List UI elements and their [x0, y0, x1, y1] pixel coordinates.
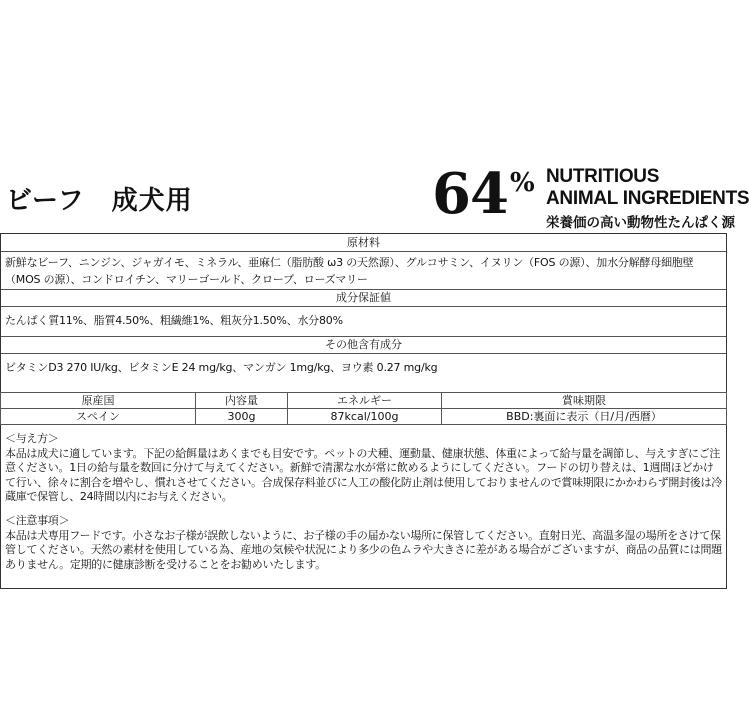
cautions-text: 本品は犬専用フードです。小さなお子様が誤飲しないように、お子様の手の届かない場所に保管してください。直射日光、高温多湿の場所をさけて保管してください。天然の素材を使用している為、産地の気候や状況により多少の色ムラや大きさに差がある場合がございますが、商品の品質には問題ありません。定期的に健康診断を受けることをお勧めいたします。: [5, 528, 722, 571]
specs-value-cell: 300g: [196, 409, 288, 425]
analysis-text: たんぱく質11%、脂質4.50%、粗繊維1%、粗灰分1.50%、水分80%: [5, 314, 343, 327]
cautions-heading: ＜注意事項＞: [5, 514, 70, 527]
claim-percent-sign: %: [510, 168, 535, 198]
feeding-section: [5, 432, 723, 505]
specs-value-row: [1, 409, 727, 425]
specs-value-cell: 87kcal/100g: [288, 409, 442, 425]
ingredients-text: 新鮮なビーフ、ニンジン、ジャガイモ、ミネラル、亜麻仁（脂肪酸 ω3 の天然源）、グルコサミン、イヌリン（FOS の源）、加水分解酵母細胞壁（MOS の源）、コンドロイチン、マリーゴールド、クローブ、ローズマリー: [5, 256, 694, 286]
specs-value-cell: BBD:裏面に表示（日/月/西暦）: [442, 409, 727, 425]
cautions-section: [5, 514, 723, 572]
claim-line-1: NUTRITIOUS: [546, 166, 660, 187]
specs-header-cell: エネルギー: [288, 393, 442, 409]
label-panel: [0, 233, 727, 589]
specs-header-cell: 賞味期限: [442, 393, 727, 409]
other-text: ビタミンD3 270 IU/kg、ビタミンE 24 mg/kg、マンガン 1mg/kg、ヨウ素 0.27 mg/kg: [5, 361, 438, 374]
feeding-text: 本品は成犬に適しています。下記の給餌量はあくまでも目安です。ペットの犬種、運動量、健康状態、体重によって給与量を調節し、与えすぎにご注意ください。1日の給与量を数回に分けて与えてください。新鮮で清潔な水が常に飲めるようにしてください。フードの切り替えは、1週間ほどかけて行い、徐々に割合を増やし、慣れさせてください。合成保存料並びに人工の酸化防止剤は使用しておりませんので賞味期限にかかわらず開封後は冷蔵庫で保管し、24時間以内にお与えください。: [5, 446, 722, 503]
claim-percent: 64: [432, 161, 508, 227]
nutritious-claim: [432, 161, 749, 231]
specs-header-cell: 内容量: [196, 393, 288, 409]
ingredients-heading: 原材料: [1, 234, 726, 252]
analysis-heading: 成分保証値: [1, 289, 726, 307]
other-heading: その他含有成分: [1, 336, 726, 354]
specs-header-row: [1, 393, 727, 409]
product-title: ビーフ 成犬用: [6, 186, 193, 216]
specs-table: [0, 392, 727, 425]
specs-header-cell: 原産国: [1, 393, 196, 409]
specs-value-cell: スペイン: [1, 409, 196, 425]
feeding-heading: ＜与え方＞: [5, 432, 59, 445]
claim-line-3: 栄養価の高い動物性たんぱく源: [546, 215, 735, 231]
claim-line-2: ANIMAL INGREDIENTS: [546, 188, 749, 209]
